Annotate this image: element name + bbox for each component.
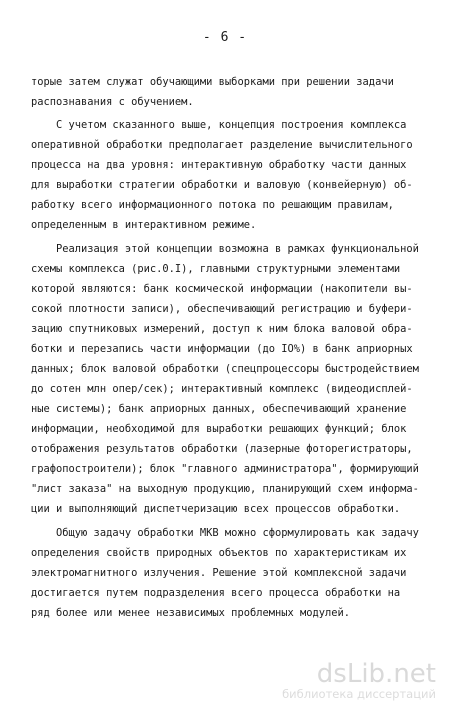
- text-line: схемы комплекса (рис.0.I), главными структурными элементами: [31, 263, 401, 275]
- text-line: электромагнитного излучения. Решение этой комплексной задачи: [31, 567, 407, 579]
- text-line: достигается путем подразделения всего процесса обработки на: [31, 587, 401, 599]
- text-line: ные системы); банк априорных данных, обеспечивающий хранение: [31, 403, 407, 415]
- text-line: информации, необходимой для выработки решающих функций; блок: [31, 423, 407, 435]
- text-line: процесса на два уровня: интерактивную обработку части данных: [31, 159, 407, 171]
- text-line: ряд более или менее независимых проблемных модулей.: [31, 607, 351, 619]
- text-line: для выработки стратегии обработки и валовую (конвейерную) об-: [31, 179, 413, 191]
- text-line: С учетом сказанного выше, концепция построения комплекса: [31, 119, 407, 131]
- text-line: зацию спутниковых измерений, доступ к ним блока валовой обра-: [31, 323, 413, 335]
- text-line: работку всего информационного потока по решающим правилам,: [31, 199, 394, 211]
- text-line: определения свойств природных объектов по характеристикам их: [31, 547, 407, 559]
- page-number: - 6 -: [202, 30, 248, 45]
- text-line: Реализация этой концепции возможна в рамках функциональной: [31, 243, 419, 255]
- text-line: "лист заказа" на выходную продукцию, планирующий схем информа-: [31, 483, 419, 495]
- watermark-subtitle: библиотека диссертаций: [282, 686, 436, 701]
- text-line: ции и выполняющий диспетчеризацию всех процессов обработки.: [31, 503, 401, 515]
- text-line: Общую задачу обработки МКВ можно сформулировать как задачу: [31, 527, 419, 539]
- text-line: которой являются: банк космической информации (накопители вы-: [31, 283, 413, 295]
- text-line: данных; блок валовой обработки (спецпроцессоры быстродействием: [31, 363, 419, 375]
- text-line: графопостроители); блок "главного администратора", формирующий: [31, 463, 419, 475]
- text-line: ботки и перезапись части информации (до IO%) в банк априорных: [31, 343, 413, 355]
- text-line: торые затем служат обучающими выборками при решении задачи: [31, 76, 394, 88]
- watermark: [282, 658, 436, 701]
- text-line: определенным в интерактивном режиме.: [31, 219, 257, 231]
- text-line: отображения результатов обработки (лазерные фоторегистраторы,: [31, 443, 413, 455]
- text-line: до сотен млн опер/сек); интерактивный комплекс (видеодисплей-: [31, 383, 413, 395]
- text-line: оперативной обработки предполагает разделение вычислительного: [31, 139, 413, 151]
- text-line: распознавания с обучением.: [31, 96, 194, 108]
- text-line: сокой плотности записи), обеспечивающий регистрацию и буфери-: [31, 303, 413, 315]
- watermark-logo: dsLib.net: [316, 658, 436, 689]
